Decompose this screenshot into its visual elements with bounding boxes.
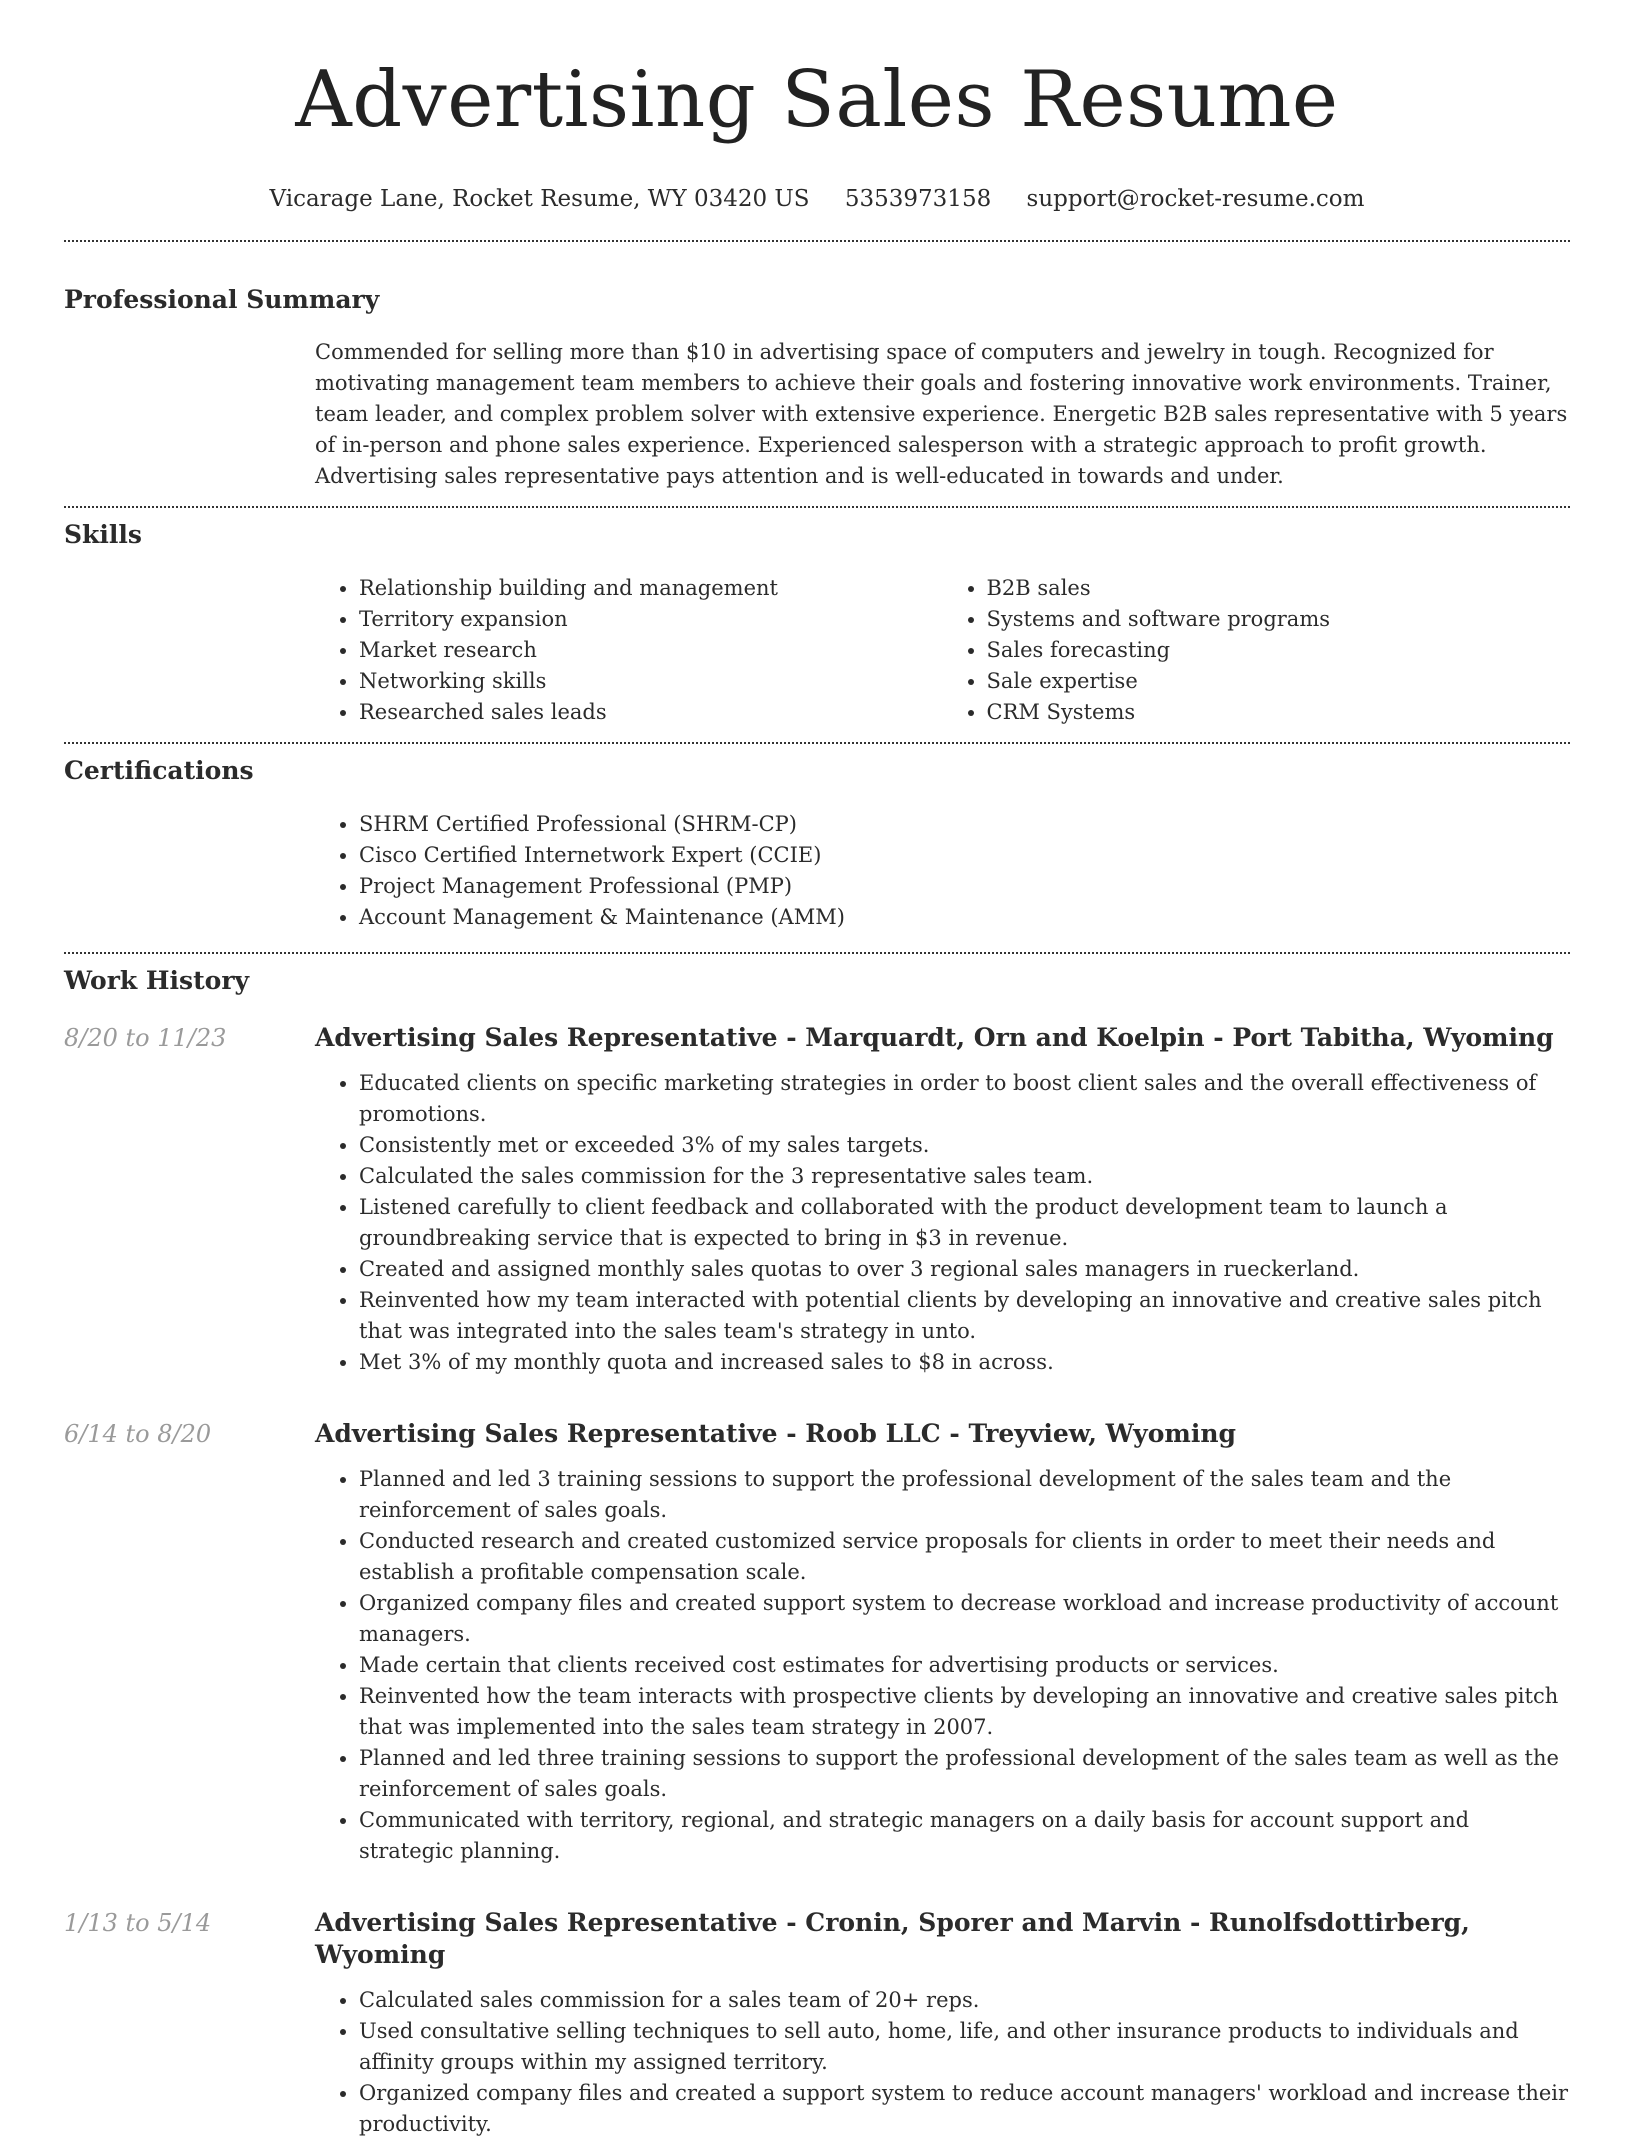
list-item: • Planned and led three training sessions to support the professional development of the sales team as well as the reinforcement of sales goals.: [359, 1743, 1570, 1805]
list-item: • Conducted research and created customized service proposals for clients in order to meet their needs and establish a profitable compensation scale.: [359, 1526, 1570, 1588]
section-title-summary: Professional Summary: [64, 285, 380, 314]
summary-body: [315, 337, 1570, 492]
job-body: [315, 1418, 1570, 1867]
job-title: Advertising Sales Representative - Marquardt, Orn and Koelpin - Port Tabitha, Wyoming: [315, 1023, 1554, 1052]
resume-title: Advertising Sales Resume: [295, 55, 1339, 145]
jobs-list: [64, 1022, 1570, 2140]
list-item: • Networking skills: [359, 666, 943, 697]
list-item: • Researched sales leads: [359, 697, 943, 728]
list-item: • Sale expertise: [987, 666, 1571, 697]
list-item: • Created and assigned monthly sales quotas to over 3 regional sales managers in rueckerland.: [359, 1254, 1570, 1285]
certifications-body: [315, 809, 1570, 933]
list-item: • Account Management & Maintenance (AMM): [359, 902, 1570, 933]
work-history-section: [64, 965, 1570, 2140]
skills-section: [64, 519, 1570, 728]
list-item: • CRM Systems: [987, 697, 1571, 728]
job-body: [315, 1022, 1570, 1378]
skills-column-right: [943, 573, 1571, 728]
job-title: Advertising Sales Representative - Cronin, Sporer and Marvin - Runolfsdottirberg, Wyoming: [315, 1908, 1470, 1969]
list-item: • Used consultative selling techniques to sell auto, home, life, and other insurance products to individuals and affinity groups within my assigned territory.: [359, 2016, 1570, 2078]
divider: [64, 742, 1570, 744]
job-bullets: [315, 1985, 1570, 2140]
section-title-skills: Skills: [64, 520, 142, 549]
list-item: • Calculated sales commission for a sales team of 20+ reps.: [359, 1985, 1570, 2016]
address: Vicarage Lane, Rocket Resume, WY 03420 US: [269, 186, 810, 212]
job-dates: 8/20 to 11/23: [64, 1024, 227, 1052]
job-entry: [64, 1022, 1570, 1378]
job-bullets: [315, 1464, 1570, 1867]
job-bullets: [315, 1068, 1570, 1378]
job-dates: 1/13 to 5/14: [64, 1909, 212, 1937]
list-item: • Market research: [359, 635, 943, 666]
list-item: • Planned and led 3 training sessions to support the professional development of the sales team and the reinforcement of sales goals.: [359, 1464, 1570, 1526]
certifications-list: [315, 809, 1570, 933]
skills-column-left: [315, 573, 943, 728]
list-item: • Met 3% of my monthly quota and increased sales to $8 in across.: [359, 1347, 1570, 1378]
section-title-certifications: Certifications: [64, 756, 254, 785]
divider: [64, 952, 1570, 954]
list-item: • Organized company files and created a support system to reduce account managers' workload and increase their productivity.: [359, 2078, 1570, 2140]
list-item: • SHRM Certified Professional (SHRM-CP): [359, 809, 1570, 840]
skills-list: [315, 573, 1570, 728]
list-item: • Consistently met or exceeded 3% of my sales targets.: [359, 1130, 1570, 1161]
list-item: • Systems and software programs: [987, 604, 1571, 635]
list-item: • Educated clients on specific marketing strategies in order to boost client sales and the overall effectiveness of promotions.: [359, 1068, 1570, 1130]
list-item: • B2B sales: [987, 573, 1571, 604]
job-body: [315, 1907, 1570, 2140]
phone: 5353973158: [844, 186, 992, 212]
list-item: • Territory expansion: [359, 604, 943, 635]
contact-line: [64, 184, 1570, 214]
resume-page: [64, 0, 1570, 2140]
summary-section: [64, 284, 1570, 492]
list-item: • Project Management Professional (PMP): [359, 871, 1570, 902]
summary-text: Commended for selling more than $10 in advertising space of computers and jewelry in tough. Recognized for motivating management team members to achieve their goals and fostering innovative work environments. Trainer, team leader, and complex problem solver with extensive experience. Energetic B2B sales representative with 5 years of in-person and phone sales experience. Experienced salesperson with a strategic approach to profit growth. Advertising sales representative pays attention and is well-educated in towards and under.: [315, 340, 1568, 488]
list-item: • Relationship building and management: [359, 573, 943, 604]
list-item: • Reinvented how my team interacted with potential clients by developing an innovative and creative sales pitch that was integrated into the sales team's strategy in unto.: [359, 1285, 1570, 1347]
section-title-work-history: Work History: [64, 966, 250, 995]
divider: [64, 506, 1570, 508]
job-title: Advertising Sales Representative - Roob LLC - Treyview, Wyoming: [315, 1419, 1236, 1448]
divider: [64, 240, 1570, 242]
list-item: • Communicated with territory, regional, and strategic managers on a daily basis for account support and strategic planning.: [359, 1805, 1570, 1867]
certifications-section: [64, 755, 1570, 933]
list-item: • Organized company files and created support system to decrease workload and increase productivity of account managers.: [359, 1588, 1570, 1650]
list-item: • Reinvented how the team interacts with prospective clients by developing an innovative and creative sales pitch that was implemented into the sales team strategy in 2007.: [359, 1681, 1570, 1743]
list-item: • Calculated the sales commission for the 3 representative sales team.: [359, 1161, 1570, 1192]
email: support@rocket-resume.com: [1026, 186, 1365, 212]
job-entry: [64, 1418, 1570, 1867]
job-entry: [64, 1907, 1570, 2140]
job-dates: 6/14 to 8/20: [64, 1420, 212, 1448]
list-item: • Made certain that clients received cost estimates for advertising products or services.: [359, 1650, 1570, 1681]
list-item: • Cisco Certified Internetwork Expert (CCIE): [359, 840, 1570, 871]
list-item: • Sales forecasting: [987, 635, 1571, 666]
list-item: • Listened carefully to client feedback and collaborated with the product development team to launch a groundbreaking service that is expected to bring in $3 in revenue.: [359, 1192, 1570, 1254]
